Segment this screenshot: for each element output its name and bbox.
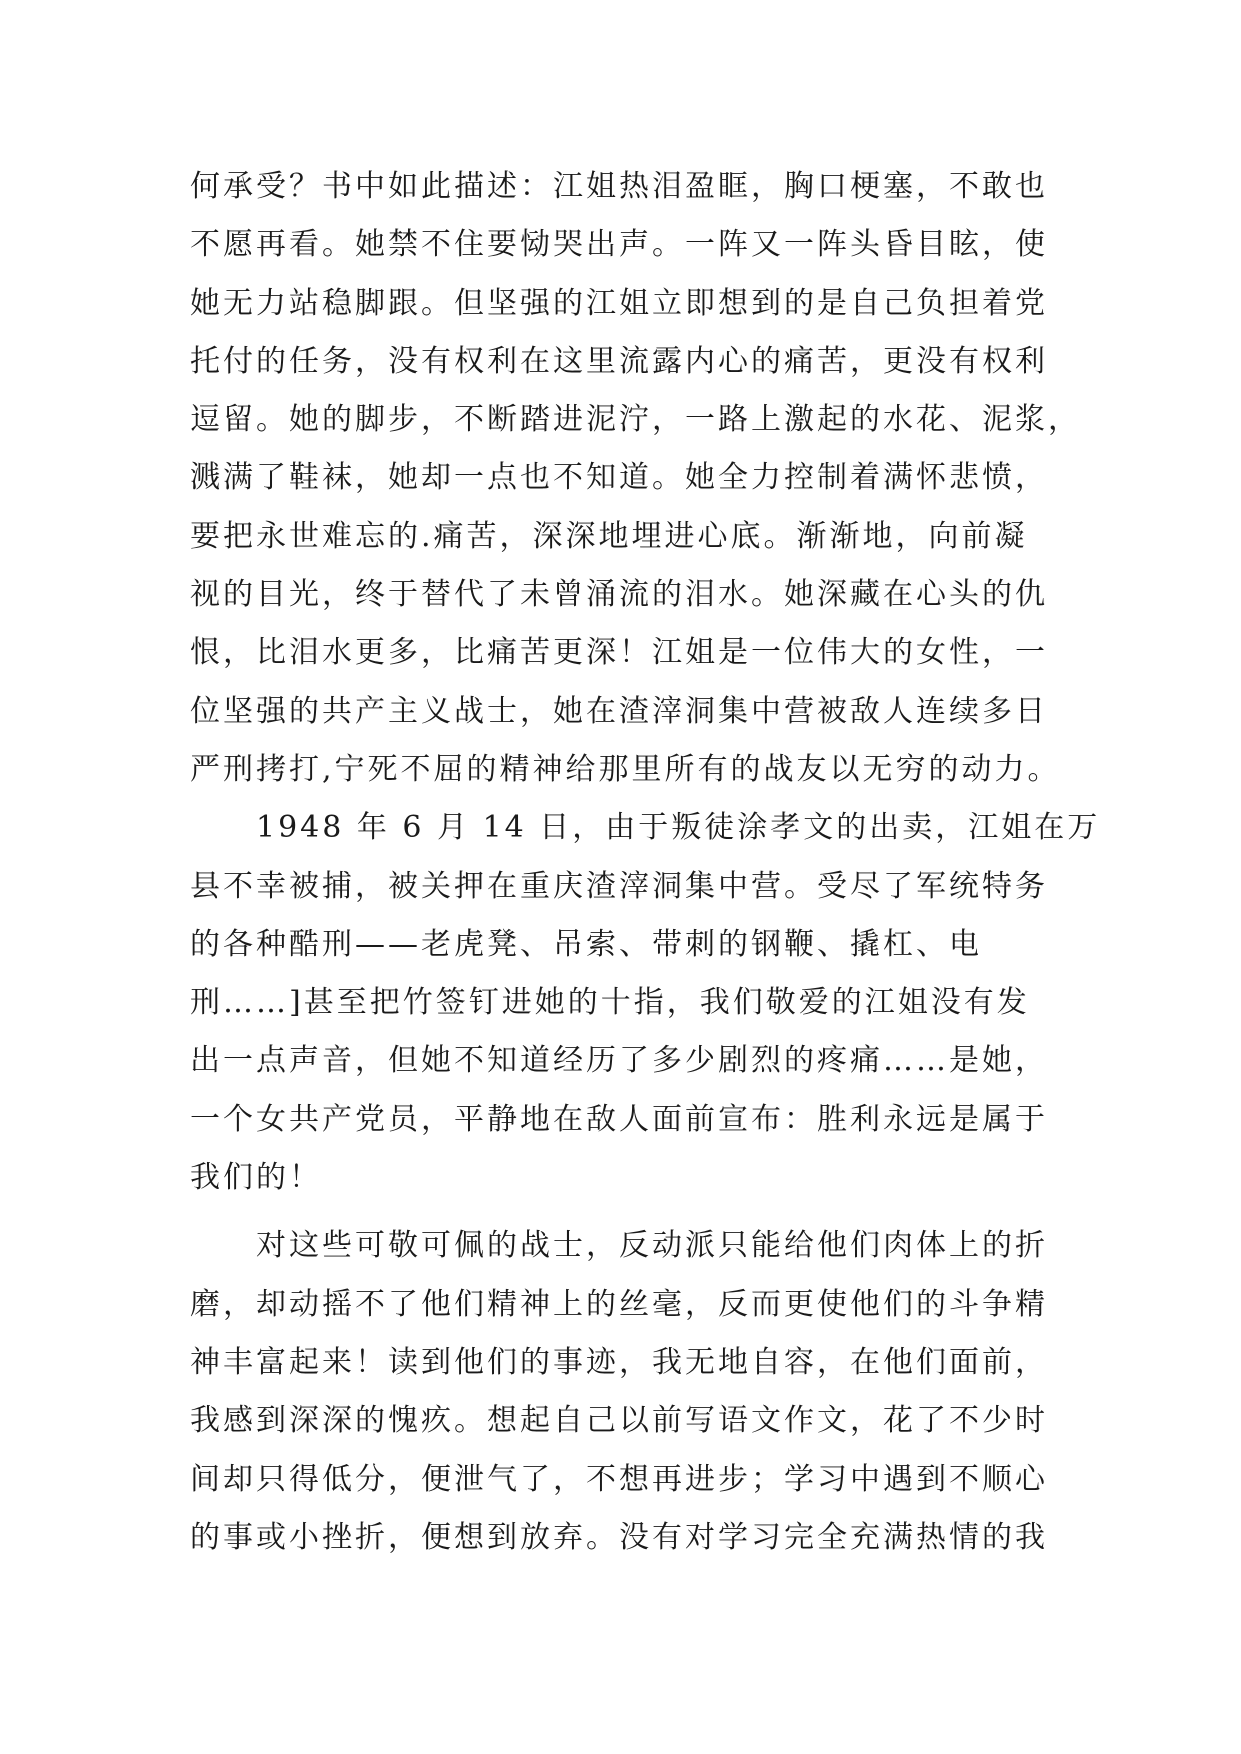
text-line: 1948 年 6 月 14 日，由于叛徒涂孝文的出卖，江姐在万 [256, 810, 1101, 846]
text-line: 出一点声音，但她不知道经历了多少剧烈的疼痛……是她， [190, 1043, 1048, 1079]
text-line: 神丰富起来！读到他们的事迹，我无地自容，在他们面前， [190, 1344, 1048, 1380]
text-line: 磨，却动摇不了他们精神上的丝毫，反而更使他们的斗争精 [190, 1286, 1048, 1322]
text-line: 一个女共产党员，平静地在敌人面前宣布：胜利永远是属于 [190, 1101, 1048, 1137]
text-line: 溅满了鞋袜，她却一点也不知道。她全力控制着满怀悲愤， [190, 460, 1048, 496]
text-line: 不愿再看。她禁不住要恸哭出声。一阵又一阵头昏目眩，使 [190, 227, 1048, 263]
body-text [190, 158, 1101, 1567]
text-line: 严刑拷打,宁死不屈的精神给那里所有的战友以无穷的动力。 [190, 751, 1061, 787]
paragraph [190, 799, 1101, 1207]
text-line: 她无力站稳脚跟。但坚强的江姐立即想到的是自己负担着党 [190, 285, 1048, 321]
text-line: 对这些可敬可佩的战士，反动派只能给他们肉体上的折 [256, 1228, 1048, 1264]
text-line: 县不幸被捕，被关押在重庆渣滓洞集中营。受尽了军统特务 [190, 868, 1048, 904]
text-line: 逗留。她的脚步，不断踏进泥泞，一路上激起的水花、泥浆， [190, 402, 1081, 438]
text-line: 的各种酷刑——老虎凳、吊索、带刺的钢鞭、撬杠、电 [190, 926, 982, 962]
text-line: 位坚强的共产主义战士，她在渣滓洞集中营被敌人连续多日 [190, 693, 1048, 729]
paragraph [190, 158, 1081, 799]
text-line: 恨，比泪水更多，比痛苦更深！江姐是一位伟大的女性，一 [190, 635, 1048, 671]
paragraph [190, 1217, 1050, 1567]
text-line: 托付的任务，没有权利在这里流露内心的痛苦，更没有权利 [190, 343, 1048, 379]
text-line: 刑……]甚至把竹签钉进她的十指，我们敬爱的江姐没有发 [190, 985, 1030, 1021]
text-line: 何承受？书中如此描述：江姐热泪盈眶，胸口梗塞，不敢也 [190, 169, 1048, 204]
text-line: 视的目光，终于替代了未曾涌流的泪水。她深藏在心头的仇 [190, 577, 1048, 613]
text-line: 我们的！ [190, 1160, 322, 1196]
text-line: 间却只得低分，便泄气了，不想再进步；学习中遇到不顺心 [190, 1461, 1048, 1497]
text-line: 我感到深深的愧疚。想起自己以前写语文作文，花了不少时 [190, 1403, 1048, 1439]
paragraph-spacer [190, 1207, 1050, 1217]
text-line: 的事或小挫折，便想到放弃。没有对学习完全充满热情的我 [190, 1519, 1048, 1555]
text-line: 要把永世难忘的.痛苦，深深地埋进心底。渐渐地，向前凝 [190, 518, 1028, 554]
